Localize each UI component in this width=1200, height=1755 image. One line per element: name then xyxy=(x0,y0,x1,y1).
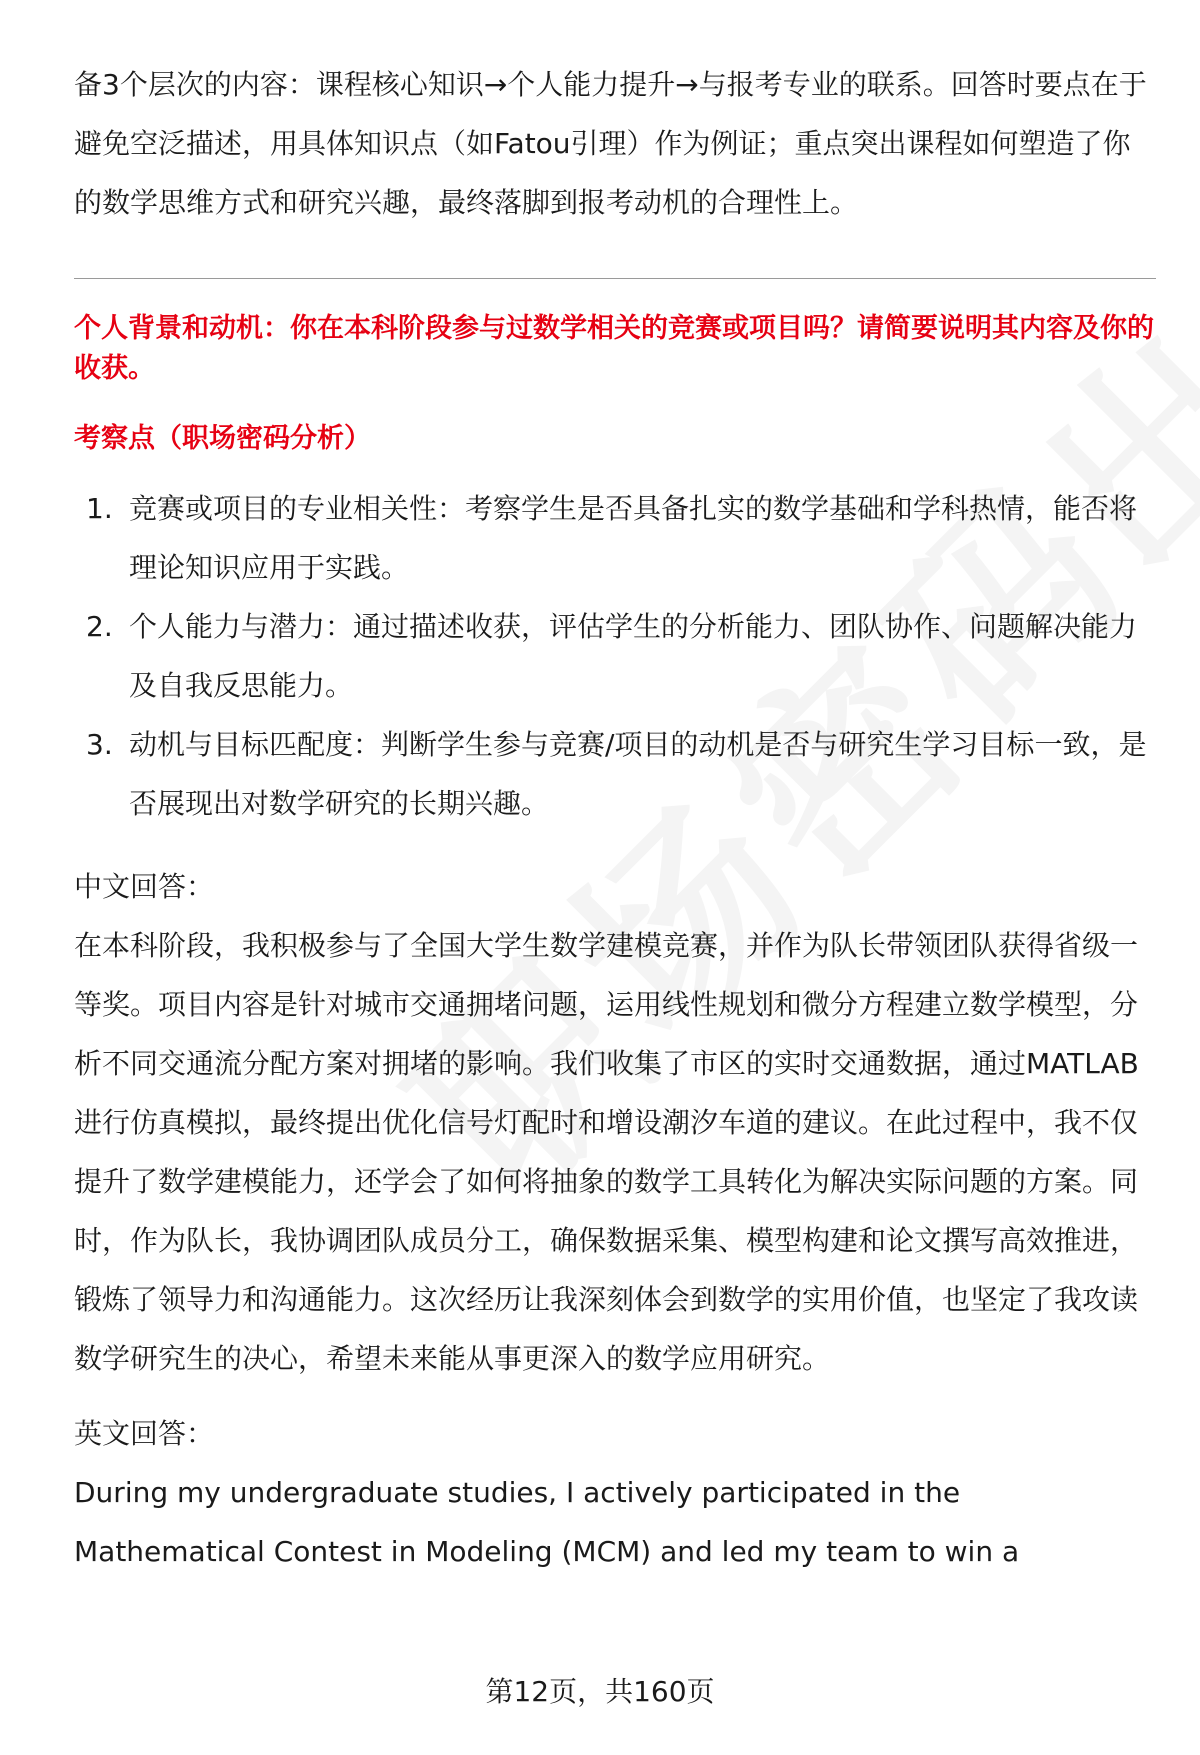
english-answer-line: Mathematical Contest in Modeling (MCM) and led my team to win a xyxy=(74,1535,1020,1568)
intro-paragraph: 备3个层次的内容：课程核心知识→个人能力提升→与报考专业的联系。回答时要点在于避免空泛描述，用具体知识点（如Fatou引理）作为例证；重点突出课程如何塑造了你的数学思维方式和研究兴趣，最终落脚到报考动机的合理性上。 xyxy=(74,68,1147,219)
points-title: 考察点（职场密码分析） xyxy=(74,423,371,454)
list-item xyxy=(74,715,1154,833)
list-item-number: 3. xyxy=(86,728,113,761)
question-heading: 个人背景和动机：你在本科阶段参与过数学相关的竞赛或项目吗？请简要说明其内容及你的收获。 xyxy=(74,313,1154,384)
english-answer xyxy=(74,1463,1154,1581)
points-list xyxy=(74,479,1154,833)
list-item-text: 个人能力与潜力：通过描述收获，评估学生的分析能力、团队协作、问题解决能力及自我反思能力。 xyxy=(129,610,1138,702)
list-item xyxy=(74,479,1154,597)
list-item xyxy=(74,597,1154,715)
section-divider xyxy=(74,278,1156,279)
english-answer-label: 英文回答： xyxy=(74,1417,215,1450)
list-item-text: 动机与目标匹配度：判断学生参与竞赛/项目的动机是否与研究生学习目标一致，是否展现出对数学研究的长期兴趣。 xyxy=(129,728,1147,820)
page-content xyxy=(74,55,1154,1581)
list-item-number: 1. xyxy=(86,492,113,525)
list-item-text: 竞赛或项目的专业相关性：考察学生是否具备扎实的数学基础和学科热情，能否将理论知识应用于实践。 xyxy=(129,492,1138,584)
page-number-footer: 第12页，共160页 xyxy=(485,1675,715,1708)
chinese-answer: 在本科阶段，我积极参与了全国大学生数学建模竞赛，并作为队长带领团队获得省级一等奖。项目内容是针对城市交通拥堵问题，运用线性规划和微分方程建立数学模型，分析不同交通流分配方案对拥堵的影响。我们收集了市区的实时交通数据，通过MATLAB进行仿真模拟，最终提出优化信号灯配时和增设潮汐车道的建议。在此过程中，我不仅提升了数学建模能力，还学会了如何将抽象的数学工具转化为解决实际问题的方案。同时，作为队长，我协调团队成员分工，确保数据采集、模型构建和论文撰写高效推进，锻炼了领导力和沟通能力。这次经历让我深刻体会到数学的实用价值，也坚定了我攻读数学研究生的决心，希望未来能从事更深入的数学应用研究。 xyxy=(74,929,1139,1375)
list-item-number: 2. xyxy=(86,610,113,643)
chinese-answer-label: 中文回答： xyxy=(74,870,215,903)
english-answer-line: During my undergraduate studies, I actively participated in the xyxy=(74,1476,961,1509)
